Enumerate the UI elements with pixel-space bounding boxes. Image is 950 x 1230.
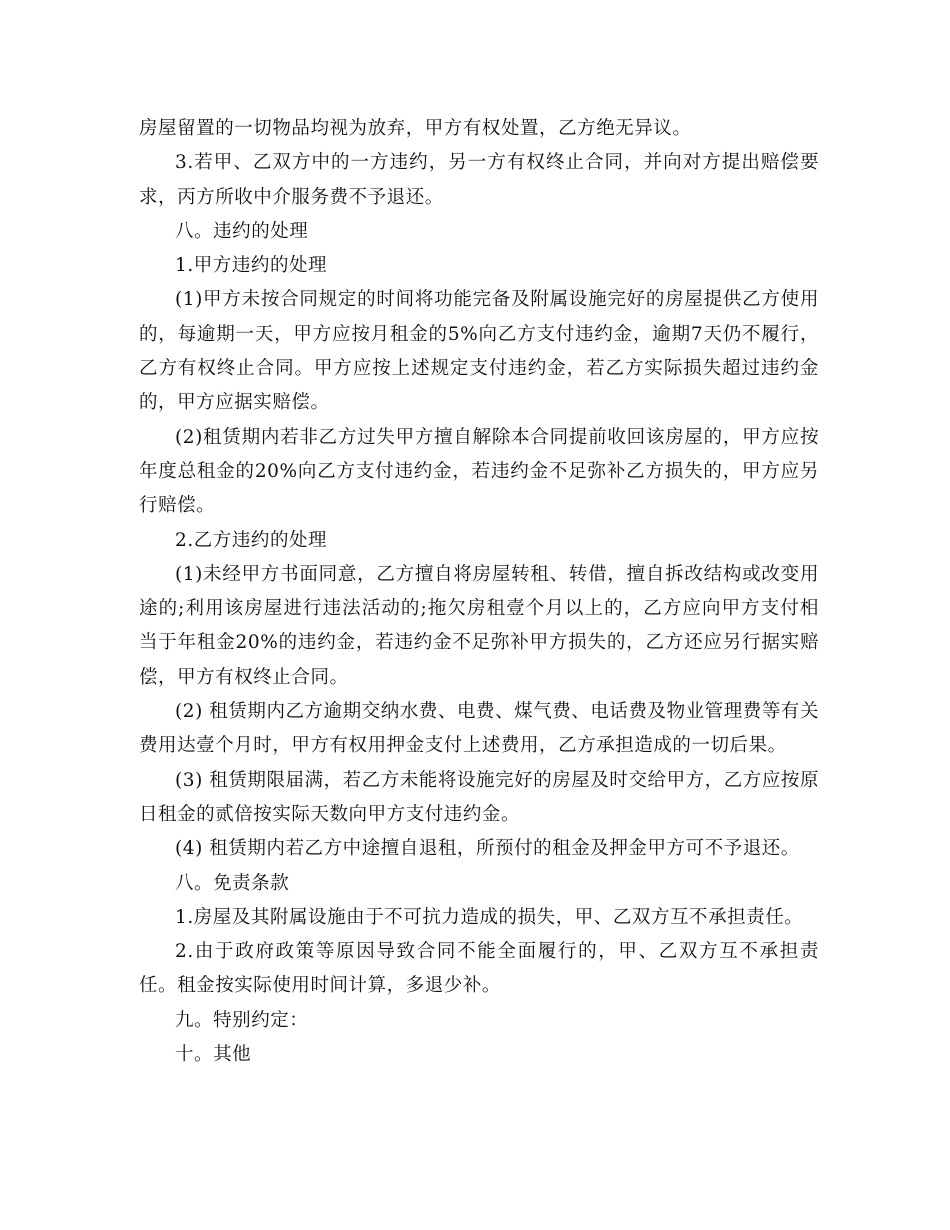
paragraph-abandoned-items: 房屋留置的一切物品均视为放弃，甲方有权处置，乙方绝无异议。 [139, 118, 692, 139]
section-heading-exemption: 八。免责条款 [175, 872, 290, 894]
document-body [139, 112, 819, 1072]
paragraph-exemption-item-2: 2.由于政府政策等原因导致合同不能全面履行的，甲、乙双方互不承担责任。租金按实际使用时间计算，多退少补。 [139, 941, 819, 997]
section-heading-breach-handling: 八。违约的处理 [175, 220, 309, 242]
paragraph-party-b-item-3: (3) 租赁期限届满，若乙方未能将设施完好的房屋及时交给甲方，乙方应按原日租金的贰倍按实际天数向甲方支付违约金。 [139, 769, 819, 825]
subheading-party-a-breach: 1.甲方违约的处理 [175, 255, 328, 277]
subheading-party-b-breach: 2.乙方违约的处理 [175, 529, 328, 551]
paragraph-party-a-item-2: (2)租赁期内若非乙方过失甲方擅自解除本合同提前收回该房屋的，甲方应按年度总租金的20%向乙方支付违约金，若违约金不足弥补乙方损失的，甲方应另行赔偿。 [139, 426, 819, 517]
paragraph-clause-3-breach: 3.若甲、乙双方中的一方违约，另一方有权终止合同，并向对方提出赔偿要求，丙方所收中介服务费不予退还。 [139, 152, 819, 208]
paragraph-party-b-item-2: (2) 租赁期内乙方逾期交纳水费、电费、煤气费、电话费及物业管理费等有关费用达壹个月时，甲方有权用押金支付上述费用，乙方承担造成的一切后果。 [139, 701, 819, 757]
paragraph-exemption-item-1: 1.房屋及其附属设施由于不可抗力造成的损失，甲、乙双方互不承担责任。 [175, 906, 804, 928]
section-heading-other: 十。其他 [175, 1044, 252, 1066]
paragraph-party-a-item-1: (1)甲方未按合同规定的时间将功能完备及附属设施完好的房屋提供乙方使用的，每逾期一天，甲方应按月租金的5%向乙方支付违约金，逾期7天仍不履行，乙方有权终止合同。甲方应按上述规定支付违约金，若乙方实际损失超过违约金的，甲方应据实赔偿。 [139, 289, 819, 414]
paragraph-party-b-item-1: (1)未经甲方书面同意，乙方擅自将房屋转租、转借，擅自拆改结构或改变用途的;利用该房屋进行违法活动的;拖欠房租壹个月以上的，乙方应向甲方支付相当于年租金20%的违约金，若违约金不足弥补甲方损失的，乙方还应另行据实赔偿，甲方有权终止合同。 [139, 563, 819, 688]
paragraph-party-b-item-4: (4) 租赁期内若乙方中途擅自退租，所预付的租金及押金甲方可不予退还。 [175, 838, 800, 860]
section-heading-special-agreement: 九。特别约定： [175, 1009, 309, 1031]
